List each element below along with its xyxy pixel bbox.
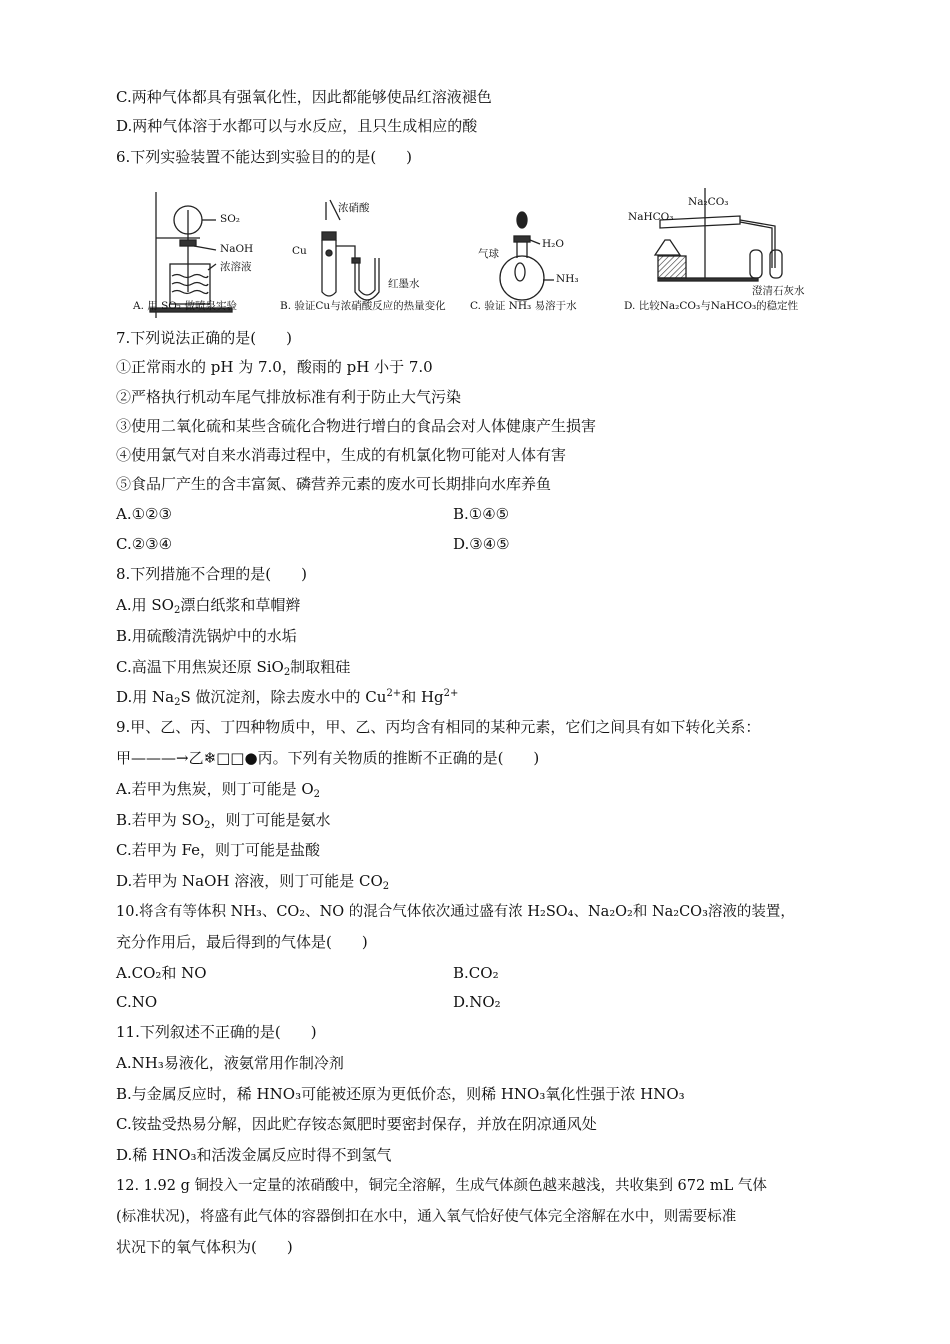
text: ，则丁可能是氨水 [210,811,331,829]
label-balloon: 气球 [478,248,499,260]
q9-stem-line2: 甲———→乙❄□□●丙。下列有关物质的推断不正确的是( ) [116,749,540,767]
q8-option-a [116,595,300,615]
q12-stem-line2: (标准状况)，将盛有此气体的容器倒扣在水中，通入氧气恰好使气体完全溶解在水中，则需要标准 [116,1209,737,1225]
q7-option-c: C.②③④ [116,535,173,553]
q11-option-a: A.NH₃易液化，液氨常用作制冷剂 [116,1054,344,1072]
q6-stem: 6.下列实验装置不能达到实验目的的是( ) [116,148,413,166]
q9-option-d [116,871,389,891]
label-naoh: NaOH [220,243,254,255]
text: D.若甲为 NaOH 溶液，则丁可能是 CO [116,872,383,890]
text: 漂白纸浆和草帽辫 [180,596,301,614]
q5-option-d: D.两种气体溶于水都可以与水反应，且只生成相应的酸 [116,117,478,135]
q10-stem-line1: 10.将含有等体积 NH₃、CO₂、NO 的混合气体依次通过盛有浓 H₂SO₄、Na₂O₂和 Na₂CO₃溶液的装置， [116,904,795,920]
label-na2co3: Na₂CO₃ [688,196,729,208]
figure-b-heat [280,180,465,320]
q11-option-d: D.稀 HNO₃和活泼金属反应时得不到氢气 [116,1146,392,1164]
q7-option-a: A.①②③ [116,505,172,523]
subscript: 2 [283,667,291,678]
q8-stem: 8.下列措施不合理的是( ) [116,565,308,583]
text: D.用 Na [116,688,175,706]
q9-stem-line1: 9.甲、乙、丙、丁四种物质中，甲、乙、丙均含有相同的某种元素，它们之间具有如下转化关系： [116,718,761,736]
subscript: 2 [174,697,181,708]
caption-b: B. 验证Cu与浓硝酸反应的热量变化 [280,300,446,312]
label-nh3: NH₃ [556,273,579,285]
superscript: 2+ [443,688,459,699]
q8-option-c [116,657,350,677]
caption-c: C. 验证 NH₃ 易溶于水 [470,300,577,312]
q9-option-c: C.若甲为 Fe，则丁可能是盐酸 [116,841,320,859]
q12-stem-line1: 12. 1.92 g 铜投入一定量的浓硝酸中，铜完全溶解，生成气体颜色越来越浅，共收集到 672 mL 气体 [116,1178,767,1194]
caption-d: D. 比较Na₂CO₃与NaHCO₃的稳定性 [624,300,799,312]
q10-option-d: D.NO₂ [453,993,501,1011]
label-nahco3: NaHCO₃ [628,211,674,223]
q7-statement-3: ③使用二氧化硫和某些含硫化合物进行增白的食品会对人体健康产生损害 [116,417,597,435]
q10-option-a: A.CO₂和 NO [116,964,207,982]
q7-statement-1: ①正常雨水的 pH 为 7.0，酸雨的 pH 小于 7.0 [116,358,433,376]
text: C.高温下用焦炭还原 SiO [116,658,284,676]
superscript: 2+ [386,688,402,699]
subscript: 2 [204,820,211,831]
figure-c-nh3 [470,180,590,320]
q7-statement-2: ②严格执行机动车尾气排放标准有利于防止大气污染 [116,388,462,406]
q9-option-a [116,779,320,799]
q7-stem: 7.下列说法正确的是( ) [116,329,293,347]
text: S 做沉淀剂，除去废水中的 Cu [180,688,387,706]
label-limewater: 澄清石灰水 [752,285,805,297]
q10-option-c: C.NO [116,993,158,1011]
figure-d-stability [620,180,820,320]
q10-stem-line2: 充分作用后，最后得到的气体是( ) [116,933,368,951]
label-cu: Cu [292,245,307,257]
figure-a-fountain [128,180,258,320]
label-so2: SO₂ [220,213,241,225]
subscript: 2 [382,881,390,892]
text: 制取粗硅 [290,658,351,676]
q8-option-d [116,687,458,707]
label-conc-nitric-acid: 浓硝酸 [338,202,370,214]
q9-option-b [116,810,331,830]
q10-option-b: B.CO₂ [453,964,499,982]
text: A.若甲为焦炭，则丁可能是 O [116,780,314,798]
q7-statement-5: ⑤食品厂产生的含丰富氮、磷营养元素的废水可长期排向水库养鱼 [116,475,552,493]
text: A.用 SO [116,596,174,614]
subscript: 2 [313,789,321,800]
text: 和 Hg [401,688,444,706]
label-h2o: H₂O [542,238,564,250]
q7-option-b: B.①④⑤ [453,505,510,523]
subscript: 2 [173,605,181,616]
q11-stem: 11.下列叙述不正确的是( ) [116,1023,317,1041]
q11-option-c: C.铵盐受热易分解，因此贮存铵态氮肥时要密封保存，并放在阴凉通风处 [116,1115,597,1133]
q11-option-b: B.与金属反应时，稀 HNO₃可能被还原为更低价态，则稀 HNO₃氧化性强于浓 HNO₃ [116,1085,685,1103]
q7-option-d: D.③④⑤ [453,535,510,553]
q7-statement-4: ④使用氯气对自来水消毒过程中，生成的有机氯化物可能对人体有害 [116,446,567,464]
q8-option-b: B.用硫酸清洗锅炉中的水垢 [116,627,297,645]
q5-option-c: C.两种气体都具有强氧化性，因此都能够使品红溶液褪色 [116,88,492,106]
text: B.若甲为 SO [116,811,205,829]
label-red-ink: 红墨水 [388,278,420,290]
caption-a: A. 用 SO₂ 做喷泉实验 [133,300,237,312]
q12-stem-line3: 状况下的氧气体积为( ) [116,1238,293,1256]
label-conc-solution: 浓溶液 [220,261,252,273]
